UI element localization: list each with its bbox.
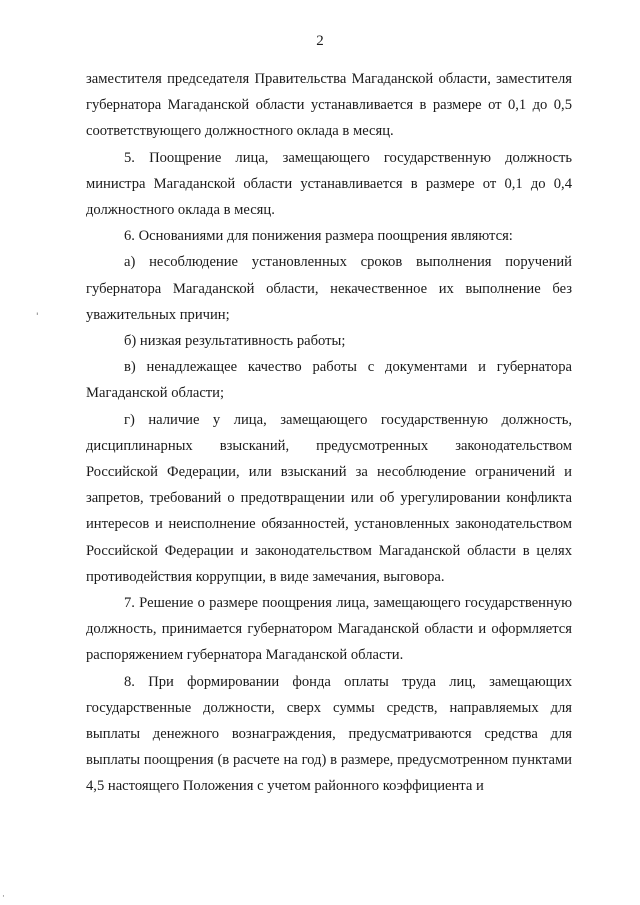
paragraph-9: 8. При формировании фонда оплаты труда лиц, замещающих государственные должности, сверх суммы средств, направляемых для выплаты денежного вознаграждения, предусматриваются средства для выплаты поощрения (в расчете на год) в размере, предусмотренном пунктами 4,5 настоящего Положения с учетом районного коэффициента и [86,673,572,795]
paragraph-2: 5. Поощрение лица, замещающего государственную должность министра Магаданской области устанавливается в размере от 0,1 до 0,4 должностного оклада в месяц. [86,149,572,219]
scan-edge-mark: · [2,892,5,902]
paragraph-7: г) наличие у лица, замещающего государственную должность, дисциплинарных взысканий, предусмотренных законодательством Российской Федерации, или взысканий за несоблюдение ограничений и запретов, требований о предотвращении или об урегулировании конфликта интересов и неисполнение обязанностей, установленных законодательством Российской Федерации и законодательством Магаданской области в целях противодействия коррупции, в виде замечания, выговора. [86,411,572,585]
paragraph-8: 7. Решение о размере поощрения лица, замещающего государственную должность, принимается губернатором Магаданской области и оформляется распоряжением губернатора Магаданской области. [86,595,572,664]
page-number: 2 [316,33,324,49]
document-body [86,66,572,800]
paragraph-1: заместителя председателя Правительства Магаданской области, заместителя губернатора Магаданской области устанавливается в размере от 0,1 до 0,5 соответствующего должностного оклада в месяц. [86,71,572,140]
paragraph-4: а) несоблюдение установленных сроков выполнения поручений губернатора Магаданской области, некачественное их выполнение без уважительных причин; [86,254,572,323]
paragraph-5: б) низкая результативность работы; [124,333,346,350]
paragraph-6: в) ненадлежащее качество работы с документами и губернатора Магаданской области; [86,359,572,402]
paragraph-3: 6. Основаниями для понижения размера поощрения являются: [124,228,513,245]
scan-speck: ' [36,312,39,322]
